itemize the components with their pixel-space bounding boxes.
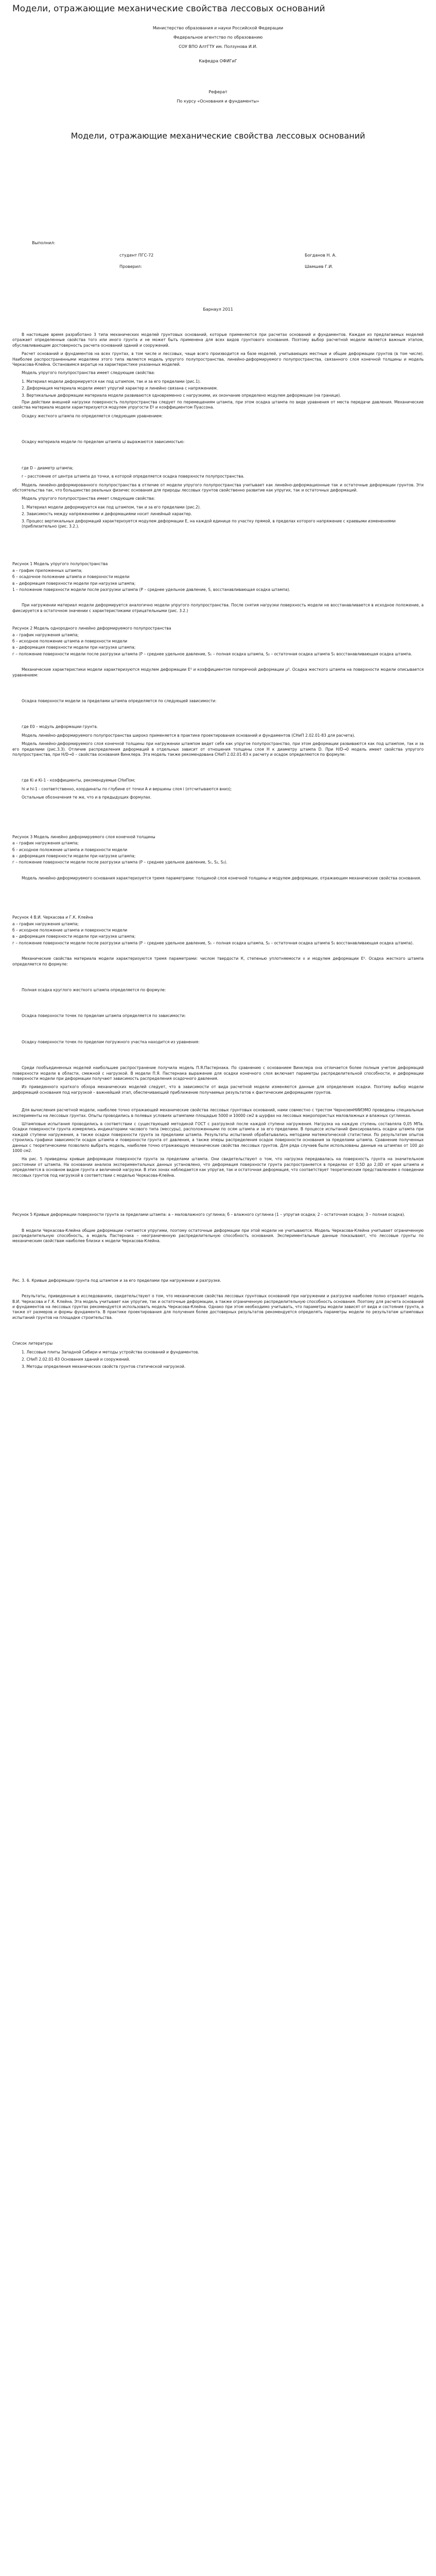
paragraph: Осадку жесткого штампа по определяется следующим уравнением: bbox=[22, 413, 163, 418]
paragraph: Расчет оснований и фундаментов на всех грунтах, в том числе и лессовых, чаще всего производится на базе моделей, учитывающих местные и общие деформации грунтов (в том числе). Наиболее распространенными моделями этого типа являются модель упругого полупространства, линейно-деформируемого полупространства, связанного слоя конечной толщины и модель Черкасова-Клейна. Остановимся вкратце на характеристике указанных моделей. bbox=[12, 351, 424, 367]
list-item: 1. Материал модели деформируется как под штампом, так и за его пределами (рис.2). bbox=[22, 504, 201, 510]
figure-legend: г – положение поверхности модели после разгрузки штампа (Р – среднее удельное давление, S₁, S₂, S₃). bbox=[12, 860, 228, 865]
figure-caption: Рисунок 4 В.И. Черкасова и Г.К. Клейна bbox=[12, 915, 93, 920]
reference-item: 2. СНиП 2.02.01-83 Основания зданий и сооружений. bbox=[22, 1357, 130, 1362]
paragraph: В настоящее время разработано 3 типа механических моделей грунтовых оснований, которые применяются при расчетах оснований и фундаментов. Каждая из предлагаемых моделей отражает определенные свойства того или иного грунта и не может быть применена для всех видов грунтового основания. Поэтому выбор расчетной модели является важным этапом, обуславливающим достоверность расчета оснований зданий и сооружений. bbox=[12, 332, 424, 348]
paragraph: Модель линейно-деформируемого полупространства широко применяется в практике проектирования оснований и фундаментов (СНиП 2.02.01-83 для расчета). bbox=[22, 733, 355, 738]
figure-legend: г – положение поверхности модели после разгрузки штампа (Р – среднее удельное давление, S₁ – полная осадка штампа, S₂ – остаточная осадка штампа S₁ восстанавливающая осадка штампа). bbox=[12, 940, 414, 945]
paragraph: Осадку поверхности точек по пределам погружного участка находится из уравнения: bbox=[22, 1039, 200, 1044]
department: Кафедра ОФИГиГ bbox=[199, 59, 237, 63]
paragraph: Модель линейно-деформируемого основания характеризуется тремя параметрами: толщиной слоя конечной толщины и модулем деформации, отражающим механические свойства основания. bbox=[22, 875, 422, 880]
figure-legend: а – график нагружения штампа; bbox=[12, 921, 79, 926]
agency: Федеральное агентство по образованию bbox=[173, 35, 263, 40]
paragraph: Полная осадка круглого жесткого штампа определяется по формуле: bbox=[22, 987, 166, 992]
list-item: 2. Деформация материала модели имеет упругий характер и линейно связана с напряжением. bbox=[22, 386, 218, 391]
paragraph: В модели Черкасова-Клейна общие деформации считаются упругими, поэтому остаточные деформации при этой модели не учитываются. Модель Черкасова-Клейна учитывает ограниченную распределительную способность, а модель Пастернака – неограниченную распределительную способность основания. Экспериментальные данные показывают, что лессовые грунты по механическим свойствам наиболее близки к модели Черкасова-Клейна. bbox=[12, 1228, 424, 1244]
university: СОУ ВПО АлтГТУ им. Ползунова И.И. bbox=[179, 44, 257, 49]
checked-label: Проверил: bbox=[119, 264, 142, 269]
figure-legend: б – исходное положение штампа и поверхности модели bbox=[12, 639, 128, 643]
figure-legend: в – деформация поверхности модели при нагрузке штампа; bbox=[12, 934, 136, 939]
paragraph: hi и hi-1 - соответственно, координаты по глубине от точки А и вершины слоя i (отсчитываются вниз); bbox=[22, 786, 232, 791]
figure-legend: в – деформация поверхности модели при нагрузке штампа; bbox=[12, 645, 136, 650]
list-item: 3. Вертикальные деформации материала модели развиваются одновременно с нагрузкими, их окончание определено модулем деформации (на границе). bbox=[22, 393, 341, 398]
paragraph: Для вычисления расчетной модели, наиболее точно отражающей механические свойства лессовых грунтовых оснований, нами совместно с трестом ЧерноземНИИЭМО проведены специальные эксперименты на лессовых грунтах. Опыты проводились в полевых условиях штампами площадью 5000 и 10000 см2 в шурфах на лессовых макропористых маловлажных и влажных суглинках. bbox=[12, 1108, 424, 1118]
list-item: 1. Материал модели деформируется как под штампом, так и за его пределами (рис.1). bbox=[22, 379, 201, 384]
paragraph: Механические характеристики модели характеризуются модулем деформации Е⁰ и коэффициентом поперечной деформации μ⁰. Осадка жесткого штампа на поверхности модели описывается уравнением: bbox=[12, 667, 424, 677]
paragraph: При действии внешней нагрузки поверхность полупространства следует по перемещениям штампа, при этом осадка штампа по виде уравнения от места передачи давления. Механические свойства материала модели характеризуются модулем упругости Еº и коэффициентом Пуассона. bbox=[12, 400, 424, 410]
paragraph: Результаты, приведенные в исследованиях, свидетельствуют о том, что механические свойства лессовых грунтовых оснований при нагружении и разгрузке наиболее полно отражает модель В.И. Черкасова и Г.К. Клейна. Эта модель учитывает как упругие, так и остаточные деформации, а также ограниченную распределительную способность основания. Поэтому для расчета оснований и фундаментов на лессовых грунтах рекомендуется использовать модель Черкасова-Клейна. Однако при этом необходимо учитывать, что параметры модели зависят от вида и состояния грунта, а также от размеров и формы фундамента. В практике проектирования для получения более достоверных результатов рекомендуется определять параметры модели по результатам штамповых испытаний грунтов на площадке строительства. bbox=[12, 1294, 424, 1320]
student-label: студент ПГС-72 bbox=[119, 253, 154, 258]
paragraph: На рис. 5 приведены кривые деформации поверхности грунта за пределами штампа. Они свидетельствуют о том, что нагрузка передавалась на поверхность грунта на значительном расстоянии от штампа. На основании анализа экспериментальных данных установлено, что деформация поверхности грунта распространяется в пределах от 0,5D до 2,0D от края штампа и определяется в основном видом грунта и величиной нагрузки. В этих зонах наблюдается как упругая, так и остаточная деформация, что соответствует теоретическим представлениям о поведении лессовых грунтов под нагрузкой в соответствии с моделью Черкасова-Клейна. bbox=[12, 1157, 424, 1178]
figure-legend: а – график нагружения штампа; bbox=[12, 841, 79, 846]
list-item: 3. Процесс вертикальных деформаций характеризуется модулем деформации Е, на каждой единице по участку прямой, в пределах которого напряжение с краевыми изменениями (приблизительно (рис. 3.2.). bbox=[22, 518, 396, 529]
figure-legend: б – исходное положение штампа и поверхности модели bbox=[12, 847, 128, 852]
paragraph: где Е0 – модуль деформации грунта. bbox=[22, 724, 98, 730]
paragraph: Модель упругого полупространства имеет следующие свойства: bbox=[22, 496, 155, 501]
student-name: Богданов Н. А. bbox=[305, 253, 337, 258]
paragraph: Механические свойства материала модели характеризуются тремя параметрами: числом твердости К, степенью уплотняемости ν и модулем деформации Е⁰. Осадка жесткого штампа определяется по формуле: bbox=[12, 956, 424, 967]
figure-legend: б – осадочное положение штампа и поверхности модели bbox=[12, 574, 130, 580]
figure-caption: Рисунок 5 Кривые деформации поверхности грунта за пределами штампа: а – маловлажного суглинка; б – влажного суглинка (1 – упругая осадка; 2 – остаточная осадка; 3 – полная осадка). bbox=[12, 1212, 405, 1217]
course: По курсу «Основания и фундаменты» bbox=[177, 99, 259, 104]
reference-item: 1. Лессовые плиты Западной Сибири и методы устройства оснований и фундаментов. bbox=[22, 1349, 199, 1354]
figure-legend: в – деформация поверхности модели при нагрузке штампа; bbox=[12, 853, 136, 858]
paragraph: Осадка поверхности модели за пределами штампа определяется по следующей зависимости: bbox=[22, 699, 217, 704]
body-text bbox=[12, 332, 424, 1370]
paragraph: Среди пообъединенных моделей наибольшее распространение получила модель П.Я.Пастернака. По сравнению с основанием Винклера она отличается более полным учетом деформаций поверхности модели в области, смежной с нагрузкой. В модели П.Я. Пастернака выражение для осадки конечного слоя включает параметры распределительной способности, и деформации поверхности модели при деформации получают зависимость распределения осадочного давления. bbox=[12, 1065, 424, 1081]
title-page bbox=[12, 24, 424, 312]
page-title: Модели, отражающие механические свойства лессовых оснований bbox=[12, 4, 325, 14]
paragraph: Остальные обозначения те же, что и в предыдущих формулах. bbox=[22, 795, 152, 800]
figure-legend: а – график приложенных штампа; bbox=[12, 568, 82, 573]
paragraph: Модель линейно-деформированного полупространства в отличие от модели упругого полупространства учитывает как линейно-деформационные так и остаточные деформации грунтов. Эти обстоятельства так, что большинство реальных физичес основания для природы лессовых грунтов свойственно развитие как упругих, так и остаточных деформаций. bbox=[12, 482, 424, 493]
figure-caption: Рисунок 3 Модель линейно деформируемого слоя конечной толщины bbox=[12, 834, 155, 839]
figure-legend: б – исходное положение штампа и поверхности модели bbox=[12, 927, 128, 933]
paragraph: Осадку материала модели по пределам штампа ці выражаются зависимостью: bbox=[22, 439, 185, 445]
paragraph: Модель линейно-деформируемого слоя конечной толщины при нагружении штампом ведет себя как упругое полупространство, при этом деформации развиваются как под штампом, так и за его пределами (рис.3.3). Отличие распределения деформаций в отдельных зависит от отношения толщины слоя Н к диаметру штампа D. При Н/D→0 модель имеет свойства упругого полупространства, при Н/D→0 – свойства основания Винклера. Эта модель также рекомендована СНиП 2.02.01-83 к расчету и осадок определяются по формуле: bbox=[12, 741, 424, 757]
place-year: Барнаул 2011 bbox=[203, 307, 233, 312]
figure-caption: Рисунок 2 Модель однородного линейно деформируемого полупространства bbox=[12, 626, 171, 631]
checker-name: Шамшев Г.И. bbox=[305, 264, 333, 269]
figure-legend: г – положение поверхности модели после разгрузки штампа (Р – среднее удельное давление, S₁ – полная осадка штампа, S₂ – остаточная осадка штампа S₁ восстанавливающая осадка штампа. bbox=[12, 651, 412, 656]
paragraph: где D – диаметр штампа; bbox=[22, 465, 74, 470]
list-item: 2. Зависимость между напряжениями и деформациями носит линейный характер. bbox=[22, 512, 192, 517]
paragraph: Штамповые испытания проводились в соответствии с существующей методикой ГОСТ с разгрузкой после каждой ступени нагружения. Нагрузка на каждую ступень составляла 0,05 МПа. Осадки поверхности грунта измерялись индикаторами часового типа (мессуры), расположенными по осям штампа и за его пределами. В процессе испытаний фиксировались осадки штампа при каждой ступени нагружения, а также осадки поверхности грунта за пределами штампа. Результаты испытаний обрабатывались методами математической статистики. По результатам опытов строились графики зависимости осадок штампа и поверхности грунта от давления, а также эпюры распределения осадок поверхности основания за пределами штампа. Сравнение полученных данных с теоретическими позволило выбрать модель, наиболее точно отражающую механические свойства лессовых грунтов. Для ряда случаев были использованы данные на штампах от 100 до 1000 см2. bbox=[12, 1122, 424, 1154]
paragraph: r – расстояние от центра штампа до точки, в которой определяется осадка поверхности полупространства. bbox=[22, 474, 245, 479]
figure-caption: Рисунок 1 Модель упругого полупространства bbox=[12, 562, 108, 567]
paragraph: где Ki и Ki-1 - коэффициенты, рекомендуемые СНиПом; bbox=[22, 778, 135, 783]
paragraph: Осадка поверхности точек по пределам штампа определяется по зависимости: bbox=[22, 1013, 186, 1019]
figure-legend: 1 – положение поверхности модели после разгрузки штампа (Р – среднее удельное давление, S, восстанавливающая осадка штампа). bbox=[12, 587, 290, 592]
figure-legend: в – деформация поверхности модели при нагрузке штампа; bbox=[12, 581, 136, 586]
figure-caption: Рис. 3. 6. Кривые деформации грунта под штампом и за его пределами при нагружении и разгрузке. bbox=[12, 1278, 221, 1283]
paragraph: Из приведенного краткого обзора механических моделей следует, что в зависимости от вида расчетной модели изменяются данные для определения осадки. Поэтому выбор модели деформаций основания под нагрузкой – важнейший этап, обеспечивающий приближение получаемых результатов к фактическим деформациям грунтов. bbox=[12, 1084, 424, 1095]
reference-item: 3. Методы определения механических свойств грунтов статической нагрузкой. bbox=[22, 1364, 186, 1369]
references-title: Список литературы bbox=[12, 1341, 53, 1346]
ministry: Министерство образования и науки Российской Федерации bbox=[152, 26, 284, 30]
paragraph: Модель упругого полупространства имеет следующие свойства: bbox=[22, 370, 155, 376]
paragraph: При нагружении материал модели деформируется аналогично модели упругого полупространства. После снятия нагрузки поверхность модели не восстанавливается в исходное положение, а фиксируется в остаточном значении с характеристиками отрицательными (рис. 3.2.) bbox=[12, 603, 424, 613]
doc-type: Реферат bbox=[208, 90, 228, 94]
performed-label: Выполнил: bbox=[32, 241, 56, 245]
figure-legend: а – график нагружения штампа; bbox=[12, 632, 79, 637]
work-title: Модели, отражающие механические свойства лессовых оснований bbox=[71, 131, 365, 141]
